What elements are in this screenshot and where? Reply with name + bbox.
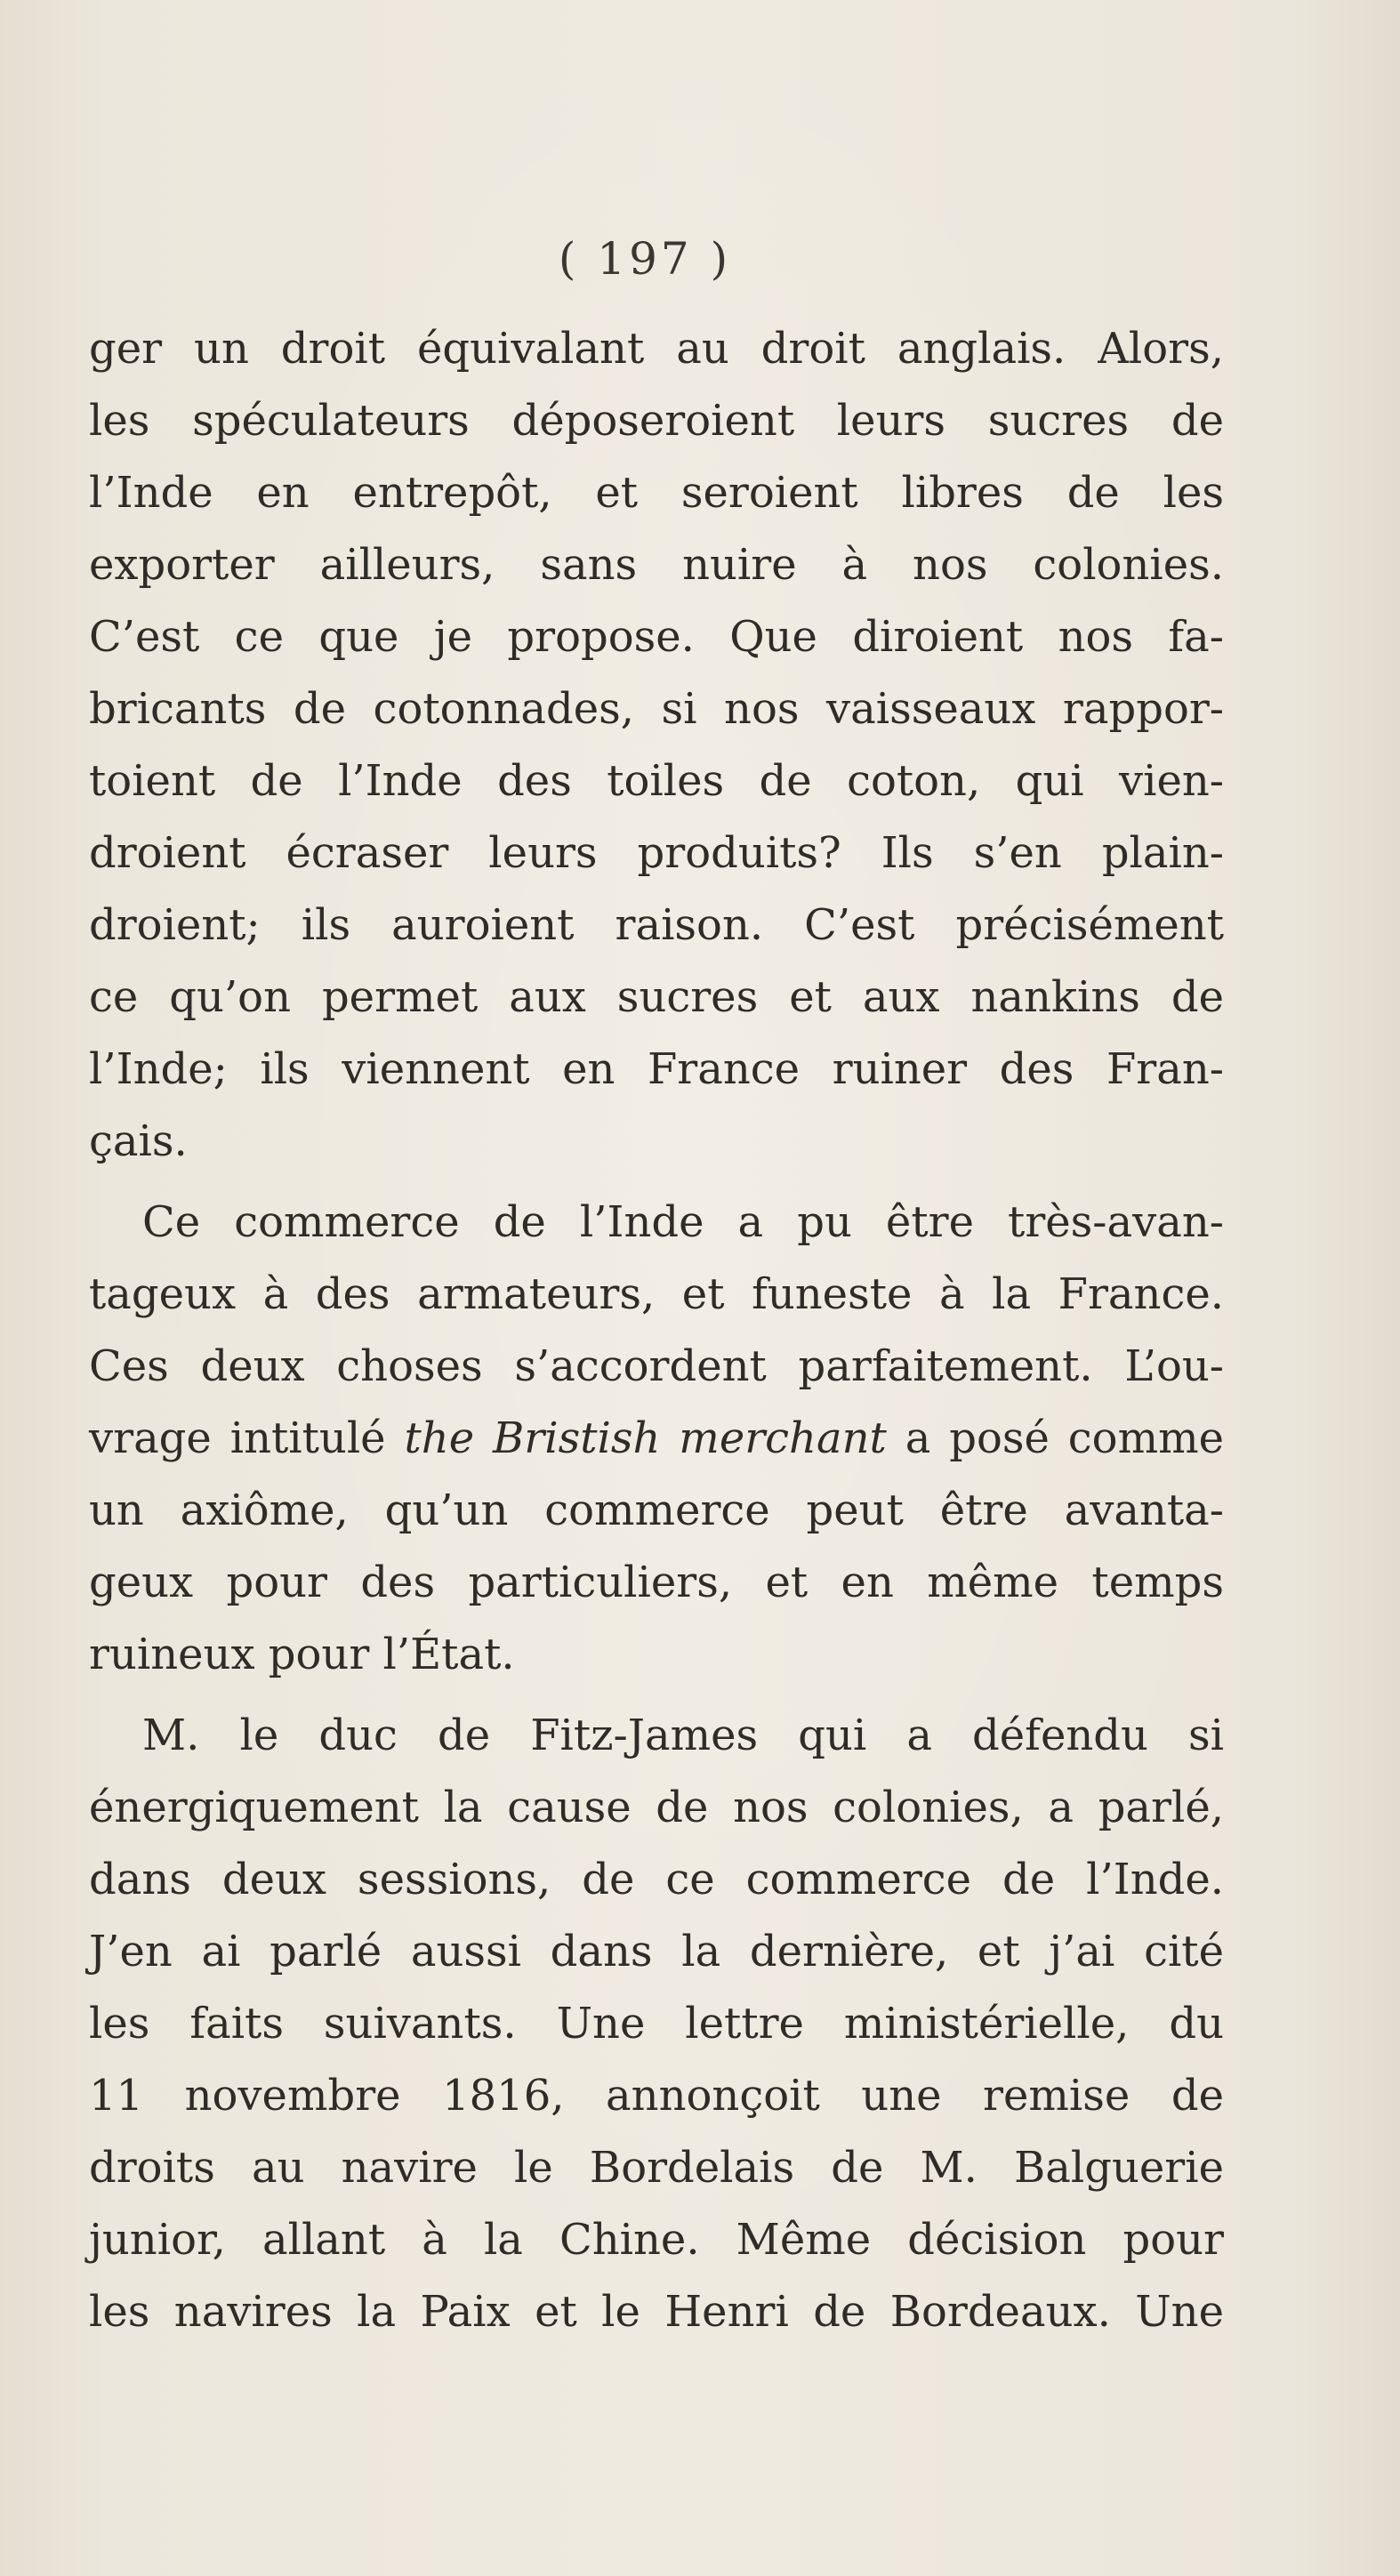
book-title: the Bristish merchant (404, 1413, 887, 1463)
body-text (89, 313, 1224, 2348)
text-line: geux pour des particuliers, et en même temps (89, 1558, 1224, 1607)
paragraph-gap (89, 1691, 1224, 1700)
text-run: a posé comme (886, 1413, 1225, 1463)
text-line: ruineux pour l’État. (89, 1630, 515, 1679)
text-line-with-title (89, 1403, 1224, 1475)
text-line: C’est ce que je propose. Que diroient nos fa- (89, 612, 1224, 662)
paragraph-2 (89, 1187, 1224, 1691)
text-line: l’Inde; ils viennent en France ruiner des Fran- (89, 1044, 1224, 1094)
text-line: les faits suivants. Une lettre ministérielle, du (89, 1999, 1224, 2049)
text-line: ce qu’on permet aux sucres et aux nankins de (89, 972, 1224, 1022)
text-line: junior, allant à la Chine. Même décision pour (89, 2215, 1224, 2265)
text-line: bricants de cotonnades, si nos vaisseaux rappor- (89, 684, 1224, 734)
text-line: l’Inde en entrepôt, et seroient libres de les (89, 468, 1224, 518)
text-run: vrage intitulé (89, 1413, 405, 1463)
text-line: M. le duc de Fitz-James qui a défendu si (142, 1711, 1224, 1760)
text-line: les navires la Paix et le Henri de Bordeaux. Une (89, 2287, 1224, 2337)
text-line: exporter ailleurs, sans nuire à nos colonies. (89, 540, 1224, 590)
text-line: Ce commerce de l’Inde a pu être très-avan- (142, 1197, 1224, 1247)
text-line: çais. (89, 1116, 188, 1166)
text-line: les spéculateurs déposeroient leurs sucres de (89, 396, 1224, 446)
text-line: J’en ai parlé aussi dans la dernière, et j’ai cité (89, 1927, 1224, 1976)
page-number: ( 197 ) (558, 233, 732, 285)
text-line: un axiôme, qu’un commerce peut être avanta- (89, 1485, 1224, 1535)
paragraph-3 (89, 1700, 1224, 2348)
text-line: droits au navire le Bordelais de M. Balguerie (89, 2143, 1224, 2193)
text-line: Ces deux choses s’accordent parfaitement. L’ou- (89, 1341, 1224, 1391)
text-line: tageux à des armateurs, et funeste à la France. (89, 1269, 1224, 1319)
text-line: droient écraser leurs produits? Ils s’en plain- (89, 828, 1224, 878)
paragraph-1 (89, 313, 1224, 1178)
paragraph-gap (89, 1178, 1224, 1187)
text-line: dans deux sessions, de ce commerce de l’Inde. (89, 1855, 1224, 1904)
text-line: ger un droit équivalant au droit anglais. Alors, (89, 324, 1224, 374)
text-line: 11 novembre 1816, annonçoit une remise de (89, 2071, 1224, 2121)
text-line: droient; ils auroient raison. C’est précisément (89, 900, 1224, 950)
text-line: énergiquement la cause de nos colonies, a parlé, (89, 1783, 1224, 1832)
text-line: toient de l’Inde des toiles de coton, qui vien- (89, 756, 1224, 806)
